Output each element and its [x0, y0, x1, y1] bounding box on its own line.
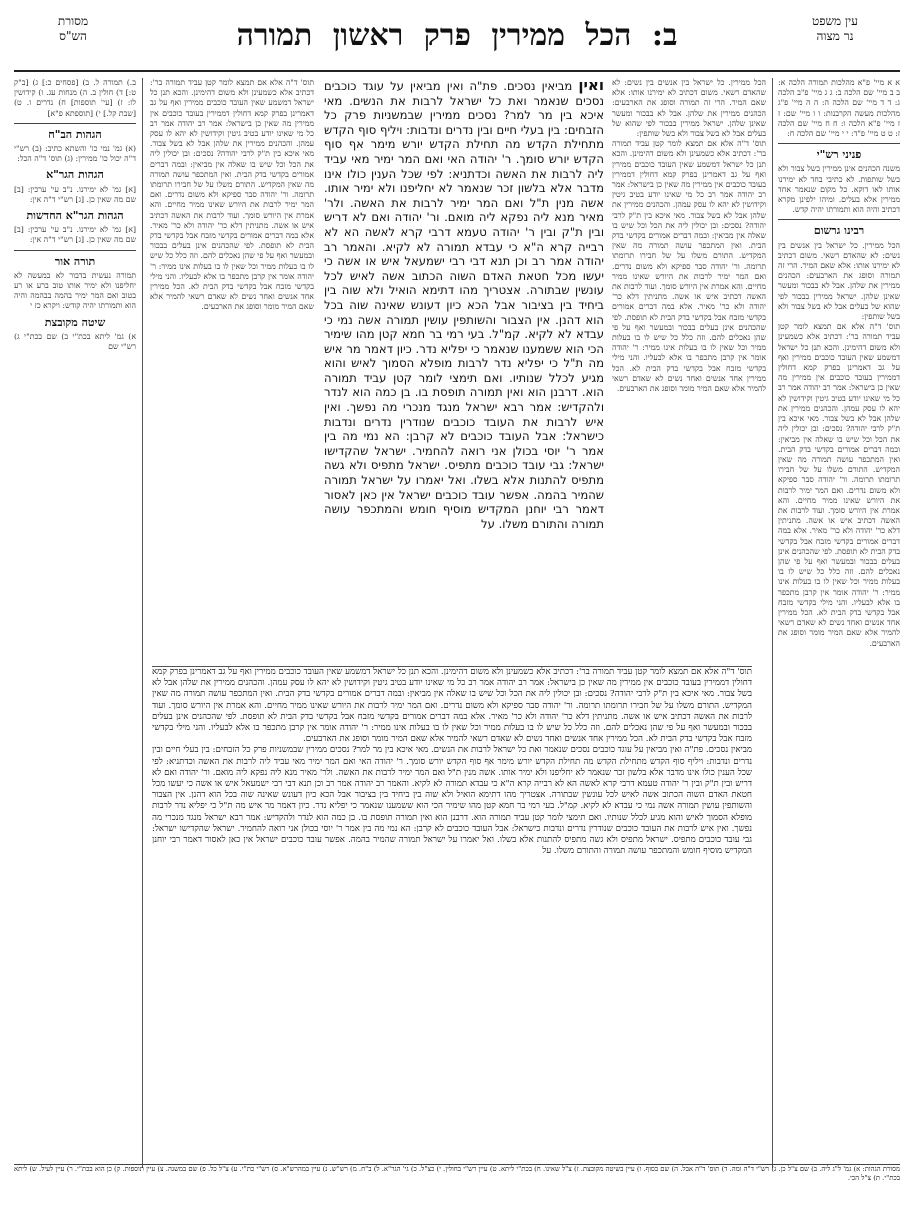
hagahot-bach-title: הגהות הב"ח: [48, 127, 102, 141]
ein-mishpat-heading: [770, 14, 900, 44]
page-header: [14, 8, 900, 72]
divider: [778, 143, 900, 144]
opening-word: ואין: [578, 78, 604, 94]
hagahot-gra-new-text: [א] גמ' לא ימירנו. נ"ב עי' ערכין: [ב] שם מה שאין כן. [ג] רש"י ד"ה אין:: [14, 225, 136, 245]
torah-or-text: תמורה נעשית בדבור לא במעשה לא יחליפנו ולא ימיר אותו טוב ברע או רע בטוב ואם המר ימיר בהמה בבהמה והיה הוא ותמורתו יהיה קודש: ויקרא כז י: [14, 270, 136, 311]
masoret-text: ב.) תמורה ל. ב) [פסחים כ:] ג) [ב"ק ט:] ד) חולין ב. ה) מנחות עג. ו) קידושין לו: ז) [עי' תוספות] ח) נדרים ו. ט) [שבת קל.] י) [תוספתא פ"א]: [14, 78, 136, 118]
torah-or-title: תורה אור: [54, 254, 96, 268]
left-margin-column: [14, 78, 136, 1158]
page-title: ב: הכל ממירין פרק ראשון תמורה: [236, 18, 678, 53]
rabbeinu-gershom-text: הכל ממירין. כל ישראל בין אנשים בין נשים: לא שהאדם רשאי. משום דכתיב לא ימירנו אותו: אלא שאם המיר. הרי זה תמורה וסופג את הארבעים: הכהנים ממירין את שלהן. אבל לא בבכור ומעשר שאינן שלהן. ישראל ממירין בבכור לפי שהוא של בעלים אבל לא בשל צבור ולא בשל שותפין:: [778, 240, 900, 322]
tosafot-text: תוס' ד"ה אלא אם תמצא לומר קטן עביד תמורה בר': דכתיב אלא כשמעינן ולא משום דהימינן. והכא תנן כל ישראל דמשמע שאין העובד כוכבים ממירין ואף על גב דאמרינן בפרק קמא דחולין דממירין בעובד כוכבים אין ממירין מה שאין כן בישראל: אמר רב יהודה אמר רב כל מי שאינו יודע בטיב גיטין וקידושין לא יהא לו עסק עמהן. והכהנים ממירין את שלהן אבל לא בשל צבור. מאי איכא בין ת"ק לרבי יהודה? נסכים: ובן יכולין ליה את הכל וכל שיש בו שאלה אין מביאין: ובמה דברים אמורים בקדשי בדק הבית. ואין המתכפר עושה תמורה מה שאין המקדיש. התורם משלו על של חבירו תרומתו תרומה. ור' יהודה סבר ספיקא ולא משום נדרים. ואם המר ימיר לרבות את היורש שאינו ממיר מחיים. והא אמרת אין היורש סומך. ועוד לרבות את האשה דכתיב איש או אשה. מתניתין דלא כר' יהודה ולא כר' מאיר. אלא במה דברים אמורים בקדשי מזבח אבל בקדשי בדק הבית לא תופסת. לפי שהכהנים אינן בעלים בבכור ובמעשר ואף על פי שהן נאכלים להם. וזה כלל כל שיש לו בו בעלות ממיר וכל שאין לו בו בעלות אינו ממיר: ר' יהודה אומר אין קרבן מתכפר בו אלא לבעליו. והני מילי בקדשי מזבח אבל בקדשי בדק הבית לא. הכל ממירין אחד אנשים ואחד נשים לא שאדם רשאי להמיר אלא שאם המיר מומר וסופג את הארבעים.: [150, 78, 314, 312]
divider: [14, 250, 136, 251]
talmud-page: [14, 8, 900, 1205]
tosafot-column: [150, 78, 314, 658]
masoret-subtitle: הש"ס: [59, 29, 87, 43]
ein-mishpat-text: א א מיי' פ"א מהלכות תמורה הלכה א: ב ב מיי' שם הלכה ב: ג ג מיי' פ"ב הלכה ג: ד ד מיי' שם הלכה ה: ה ה מיי' פ"ג מהלכות מעשה הקרבנות: ו ו מיי' שם: ז ז מיי' פ"א הלכה ו: ח ח מיי' שם הלכה ז: ט ט מיי' פ"ד: י י מיי' שם הלכה ח:: [778, 78, 900, 139]
gemara-main-text: [324, 78, 604, 663]
rashi-text: הכל ממירין. כל ישראל בין אנשים בין נשים: לא שהאדם רשאי. משום דכתיב לא ימירנו אותו: אלא שאם המיר. הרי זה תמורה וסופג את הארבעים: הכהנים ממירין את שלהן. אבל לא בבכור ומעשר שאינן שלהן. ישראל ממירין בבכור לפי שהוא של בעלים אבל לא בשל צבור ולא בשל שותפין:: [612, 78, 766, 139]
penini-rashi-title: פניני רש"י: [816, 148, 862, 162]
masoret-title: מסורת: [57, 14, 89, 28]
hagahot-gra-text: [א] גמ' לא ימירנו. נ"ב עי' ערכין: [ב] שם מה שאין כן. [ג] רש"י ד"ה אין:: [14, 184, 136, 204]
column-rule: [772, 78, 773, 1168]
rabbeinu-gershom-title: רבינו גרשום: [813, 224, 865, 238]
footer-text: מסורת הגהות: א) גמ' ל"ג ליה. ב) שם צ"ל כן. ג) רש"י ד"ה ומה. ד) תוס' ד"ה אבל. ה) שם בסוף. ו) עיין בשיטה מקובצת. ז) צ"ל שאינו. ח) בכת"י ליתא. ט) עיין רש"י בחולין. י) כצ"ל. כ) גי' הגר"א. ל) ב"ח. מ) רש"ש. נ) עיין במהרש"א. ס) רש"י כת"י. ע) צ"ל כל. פ) שם במשנה. צ) עיין תוספות. ק) כן הוא בכת"י. ר) עיין לעיל. ש) ליתא בכת"י. ת) צ"ל הכי.: [14, 1165, 900, 1182]
hagahot-bach-text: (א) גמ' נמי כו' והשתא כתיב: (ב) רש"י ד"ה יכול כו' ממירין: (ג) תוס' ד"ה הכל:: [14, 144, 136, 164]
rashi-text-cont: תוס' ד"ה אלא אם תמצא לומר קטן עביד תמורה בר': דכתיב אלא כשמעינן ולא משום דהימינן. והכא תנן כל ישראל דמשמע שאין העובד כוכבים ממירין ואף על גב דאמרינן בפרק קמא דחולין דממירין בעובד כוכבים אין ממירין מה שאין כן בישראל: אמר רב יהודה אמר רב כל מי שאינו יודע בטיב גיטין וקידושין לא יהא לו עסק עמהן. והכהנים ממירין את שלהן אבל לא בשל צבור. מאי איכא בין ת"ק לרבי יהודה? נסכים: ובן יכולין ליה את הכל וכל שיש בו שאלה אין מביאין: ובמה דברים אמורים בקדשי בדק הבית. ואין המתכפר עושה תמורה מה שאין המקדיש. התורם משלו על של חבירו תרומתו תרומה. ור' יהודה סבר ספיקא ולא משום נדרים. ואם המר ימיר לרבות את היורש שאינו ממיר מחיים. והא אמרת אין היורש סומך. ועוד לרבות את האשה דכתיב איש או אשה. מתניתין דלא כר' יהודה ולא כר' מאיר. אלא במה דברים אמורים בקדשי מזבח אבל בקדשי בדק הבית לא תופסת. לפי שהכהנים אינן בעלים בבכור ובמעשר ואף על פי שהן נאכלים להם. וזה כלל כל שיש לו בו בעלות ממיר וכל שאין לו בו בעלות אינו ממיר: ר' יהודה אומר אין קרבן מתכפר בו אלא לבעליו. והני מילי בקדשי מזבח אבל בקדשי בדק הבית לא. הכל ממירין אחד אנשים ואחד נשים לא שאדם רשאי להמיר אלא שאם המיר מומר וסופג את הארבעים.: [612, 139, 766, 394]
hagahot-gra-title: הגהות הגר"א: [46, 168, 104, 182]
hagahot-gra-new-title: הגהות הגר"א החדשות: [26, 209, 124, 223]
divider: [778, 219, 900, 220]
page-footer-notes: [14, 1164, 900, 1205]
shita-mekubetzet-title: שיטה מקובצת: [44, 315, 106, 329]
right-margin-column: [778, 78, 900, 1158]
divider: [14, 123, 136, 124]
ein-mishpat-title: עין משפט: [812, 14, 858, 28]
lower-commentary-text: תוס' ד"ה אלא אם תמצא לומר קטן עביד תמורה בר': דכתיב אלא כשמעינן ולא משום דהימינן. והכא תנן כל ישראל דמשמע שאין העובד כוכבים ממירין ואף על גב דאמרינן בפרק קמא דחולין דממירין בעובד כוכבים אין ממירין מה שאין כן בישראל: אמר רב יהודה אמר רב כל מי שאינו יודע בטיב גיטין וקידושין לא יהא לו עסק עמהן. והכהנים ממירין את שלהן אבל לא בשל צבור. מאי איכא בין ת"ק לרבי יהודה? נסכים: ובן יכולין ליה את הכל וכל שיש בו שאלה אין מביאין: ובמה דברים אמורים בקדשי בדק הבית. ואין המתכפר עושה תמורה מה שאין המקדיש. התורם משלו על של חבירו תרומתו תרומה. ור' יהודה סבר ספיקא ולא משום נדרים. ואם המר ימיר לרבות את היורש שאינו ממיר מחיים. והא אמרת אין היורש סומך. ועוד לרבות את האשה דכתיב איש או אשה. מתניתין דלא כר' יהודה ולא כר' מאיר. אלא במה דברים אמורים בקדשי מזבח אבל בקדשי בדק הבית לא תופסת. לפי שהכהנים אינן בעלים בבכור ובמעשר ואף על פי שהן נאכלים להם. וזה כלל כל שיש לו בו בעלות ממיר וכל שאין לו בו בעלות אינו ממיר: ר' יהודה אומר אין קרבן מתכפר בו אלא לבעליו. והני מילי בקדשי מזבח אבל בקדשי בדק הבית לא. הכל ממירין אחד אנשים ואחד נשים לא שאדם רשאי להמיר אלא שאם המיר מומר וסופג את הארבעים.: [152, 667, 752, 745]
column-rule: [142, 78, 143, 1168]
rashi-column: [612, 78, 766, 658]
lower-commentary-block: [152, 666, 752, 1105]
penini-rashi-text: משנה הכהנים אינן ממירין בשל צבור ולא בשל שותפות. לא כתיבי בחד לא ימירנו אותו לאו דוקא. כל מקום שנאמר אחד ממירין אלא בעלים. ומיהו ילפינן מקרא דכתיב והיה הוא ותמורתו יהיה קדש.: [778, 164, 900, 215]
masoret-hashas-heading: [14, 14, 132, 44]
shita-mekubetzet-text: א) גמ' ליתא בכת"י ב) שם בכת"י ג) רש"י שם: [14, 331, 136, 352]
lower-commentary-text-cont: מביאין נסכים. פת"ה ואין מביאין על עוגד כוכבים נסכים שנאמר ואת כל ישראל לרבות את הנשים. מאי איכא בין מר למר? נסכים ממירין שבמשניות פרק כל הזבחים: בין בעלי חיים ובין נדרים ונדבות: ויליף סוף הקדש מתחילת הקדש מה תחילת הקדש יורש מימר אף סוף הקדש יורש סומך. ר' יהודה האי ואם המר ימיר מאי עביד ליה לרבות את האשה וכדתניא: לפי שכל הענין כולו אינו מדבר אלא בלשון זכר שנאמר לא יחליפנו ולא ימיר אותו. אשה מנין ת"ל ואם המר ימיר לרבות את האשה. ולר' מאיר מנא ליה נפקא ליה מואם. ור' יהודה ואם לא דריש ובין ת"ק ובין ר' יהודה טעמא דרבי קרא לאשה הא לא רבייה קרא ה"א כי עבדא תמורה לא לקיא. והאמר רב יהודה אמר רב וכן תנא דבי רבי ישמעאל איש או אשה כי יעשו מכל חטאת האדם השוה הכתוב אשה לאיש לכל עונשין שבתורה. אצטריך מהו דתימא הואיל ולא שוה בין ביחיד בין בציבור אבל הכא כיון דעונש שאינה שוה בכל הוא דהנן. אין הצבור והשותפין עושין תמורה אשה נמי כי עבדא לא לקיא. קמ"ל. בעי רמי בר חמא קטן מהו שימיר הכי הוא ששמענו שנאמר כי יפליא נדר. כיון דאמר מר איש מה ת"ל כי יפליא נדר לרבות מופלא הסמוך לאיש והוא מגיע לכלל שנותיו. ואם תימצי לומר קטן עביד תמורה הוא. דרבנן הוא ואין תמורה תופסת בו. בן כמה הוא לנדר ולהקדיש: אמר רבא ישראל מנגד מנכרי מה נפשך. ואין איש לרבות את העובד כוכבים שנודרין נדרים ונדבות כישראל: אבל העובד כוכבים לא קרבן: הא נמי מה בין אמר ר' יוסי בכולן אני רואה להחמיר. ישראל שהקדישו ישראל: גבי עובד כוכבים מתפיס. ישראל מתפיס ולא גשה מתפיס להתנות אלא בשלו. ואל יאמרו על ישראל תמורה שהמיר בהמה. אפשר עובד כוכבים ישראל אין כאן לאסור דאמר רבי יוחנן המקדיש מוסיף חומש והמתכפר עושה תמורה והתורם משלו. על: [152, 745, 752, 857]
rabbeinu-gershom-text-cont: תוס' ד"ה אלא אם תמצא לומר קטן עביד תמורה בר': דכתיב אלא כשמעינן ולא משום דהימינן. והכא תנן כל ישראל דמשמע שאין העובד כוכבים ממירין ואף על גב דאמרינן בפרק קמא דחולין דממירין בעובד כוכבים אין ממירין מה שאין כן בישראל: אמר רב יהודה אמר רב כל מי שאינו יודע בטיב גיטין וקידושין לא יהא לו עסק עמהן. והכהנים ממירין את שלהן אבל לא בשל צבור. מאי איכא בין ת"ק לרבי יהודה? נסכים: ובן יכולין ליה את הכל וכל שיש בו שאלה אין מביאין: ובמה דברים אמורים בקדשי בדק הבית. ואין המתכפר עושה תמורה מה שאין המקדיש. התורם משלו על של חבירו תרומתו תרומה. ור' יהודה סבר ספיקא ולא משום נדרים. ואם המר ימיר לרבות את היורש שאינו ממיר מחיים. והא אמרת אין היורש סומך. ועוד לרבות את האשה דכתיב איש או אשה. מתניתין דלא כר' יהודה ולא כר' מאיר. אלא במה דברים אמורים בקדשי מזבח אבל בקדשי בדק הבית לא תופסת. לפי שהכהנים אינן בעלים בבכור ובמעשר ואף על פי שהן נאכלים להם. וזה כלל כל שיש לו בו בעלות ממיר וכל שאין לו בו בעלות אינו ממיר: ר' יהודה אומר אין קרבן מתכפר בו אלא לבעליו. והני מילי בקדשי מזבח אבל בקדשי בדק הבית לא. הכל ממירין אחד אנשים ואחד נשים לא שאדם רשאי להמיר אלא שאם המיר מומר וסופג את הארבעים.: [778, 322, 900, 648]
gemara-body: מביאין נסכים. פת"ה ואין מביאין על עוגד כוכבים נסכים שנאמר ואת כל ישראל לרבות את הנשים. מאי איכא בין מר למר? נסכים ממירין שבמשניות פרק כל הזבחים: בין בעלי חיים ובין נדרים ונדבות: ויליף סוף הקדש מתחילת הקדש מה תחילת הקדש יורש מימר אף סוף הקדש יורש סומך. ר' יהודה האי ואם המר ימיר מאי עביד ליה לרבות את האשה וכדתניא: לפי שכל הענין כולו אינו מדבר אלא בלשון זכר שנאמר לא יחליפנו ולא ימיר אותו. אשה מנין ת"ל ואם המר ימיר לרבות את האשה. ולר' מאיר מנא ליה נפקא ליה מואם. ור' יהודה ואם לא דריש ובין ת"ק ובין ר' יהודה טעמא דרבי קרא לאשה הא לא רבייה קרא ה"א כי עבדא תמורה לא לקיא. והאמר רב יהודה אמר רב וכן תנא דבי רבי ישמעאל איש או אשה כי יעשו מכל חטאת האדם השוה הכתוב אשה לאיש לכל עונשין שבתורה. אצטריך מהו דתימא הואיל ולא שוה בין ביחיד בין בציבור אבל הכא כיון דעונש שאינה שוה בכל הוא דהנן. אין הצבור והשותפין עושין תמורה אשה נמי כי עבדא לא לקיא. קמ"ל. בעי רמי בר חמא קטן מהו שימיר הכי הוא ששמענו שנאמר כי יפליא נדר. כיון דאמר מר איש מה ת"ל כי יפליא נדר לרבות מופלא הסמוך לאיש והוא מגיע לכלל שנותיו. ואם תימצי לומר קטן עביד תמורה הוא. דרבנן הוא ואין תמורה תופסת בו. בן כמה הוא לנדר ולהקדיש: אמר רבא ישראל מנגד מנכרי מה נפשך. ואין איש לרבות את העובד כוכבים שנודרין נדרים ונדבות כישראל: אבל העובד כוכבים לא קרבן: הא נמי מה בין אמר ר' יוסי בכולן אני רואה להחמיר. ישראל שהקדישו ישראל: גבי עובד כוכבים מתפיס. ישראל מתפיס ולא גשה מתפיס להתנות אלא בשלו. ואל יאמרו על ישראל תמורה שהמיר בהמה. אפשר עובד כוכבים ישראל אין כאן לאסור דאמר רבי יוחנן המקדיש מוסיף חומש והמתכפר עושה תמורה והתורם משלו. על: [324, 79, 604, 531]
ner-mitzvah-subtitle: נר מצוה: [816, 29, 854, 43]
